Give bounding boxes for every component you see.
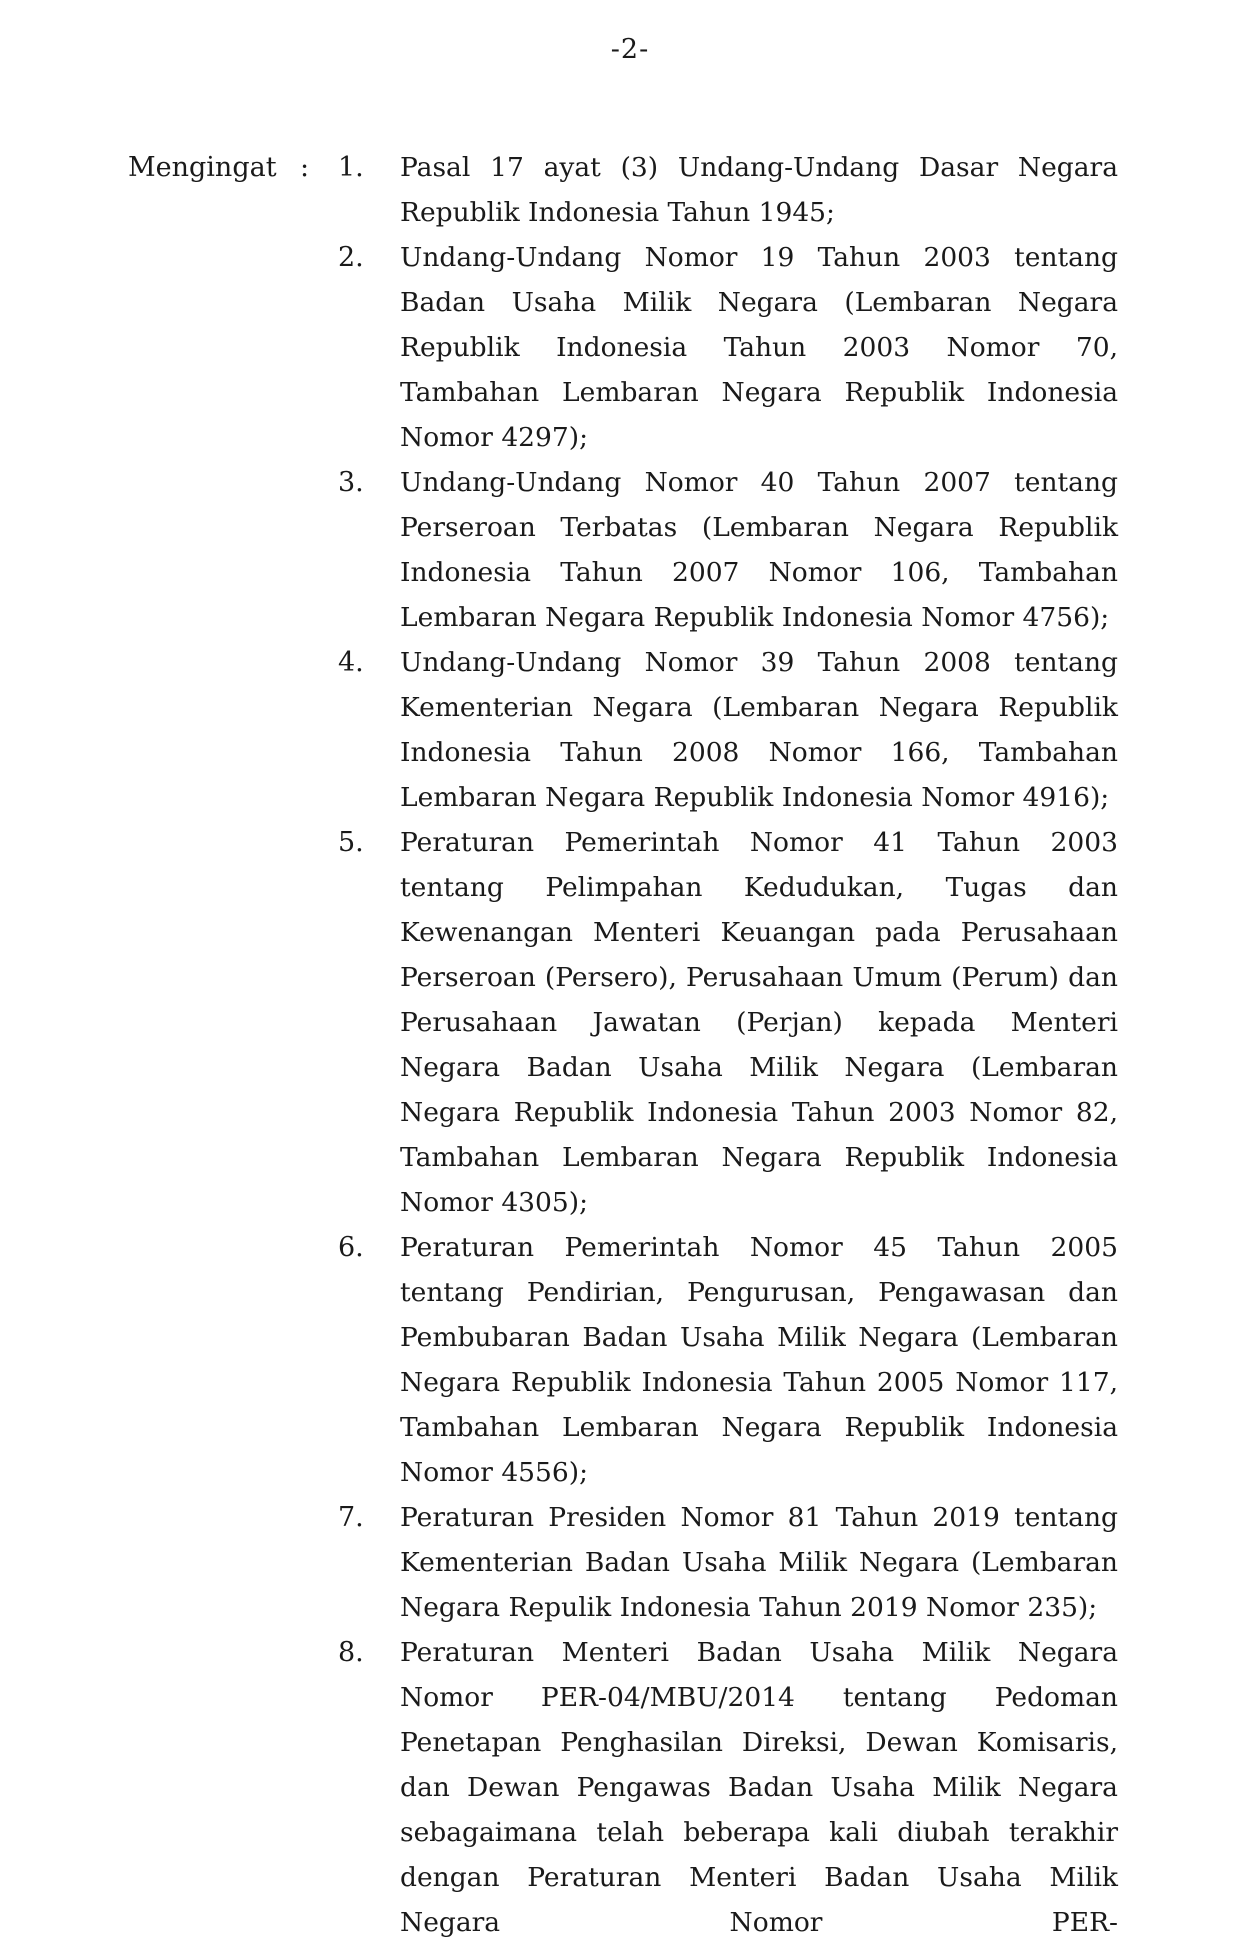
item-text: Peraturan Presiden Nomor 81 Tahun 2019 tentang Kementerian Badan Usaha Milik Negara (Lembaran Negara Repulik Indonesia Tahun 2019 Nomor 235); <box>400 1502 1118 1623</box>
item-text: Undang-Undang Nomor 39 Tahun 2008 tentang Kementerian Negara (Lembaran Negara Republik Indonesia Tahun 2008 Nomor 166, Tambahan Lembaran Negara Republik Indonesia Nomor 4916); <box>400 647 1118 813</box>
list-item <box>0 145 1260 235</box>
item-text: Pasal 17 ayat (3) Undang-Undang Dasar Negara Republik Indonesia Tahun 1945; <box>400 152 1118 228</box>
item-text: Undang-Undang Nomor 40 Tahun 2007 tentang Perseroan Terbatas (Lembaran Negara Republik Indonesia Tahun 2007 Nomor 106, Tambahan Lembaran Negara Republik Indonesia Nomor 4756); <box>400 467 1118 633</box>
item-number: 5. <box>338 827 364 858</box>
item-text: Peraturan Menteri Badan Usaha Milik Negara Nomor PER-04/MBU/2014 tentang Pedoman Penetapan Penghasilan Direksi, Dewan Komisaris, dan Dewan Pengawas Badan Usaha Milik Negara sebagaimana telah beberapa kali diubah terakhir dengan Peraturan Menteri Badan Usaha Milik Negara Nomor PER- <box>400 1637 1118 1938</box>
item-text: Peraturan Pemerintah Nomor 41 Tahun 2003 tentang Pelimpahan Kedudukan, Tugas dan Kewenangan Menteri Keuangan pada Perusahaan Perseroan (Persero), Perusahaan Umum (Perum) dan Perusahaan Jawatan (Perjan) kepada Menteri Negara Badan Usaha Milik Negara (Lembaran Negara Republik Indonesia Tahun 2003 Nomor 82, Tambahan Lembaran Negara Republik Indonesia Nomor 4305); <box>400 827 1118 1218</box>
list-item <box>0 235 1260 460</box>
list-item <box>0 820 1260 1225</box>
page-number: -2- <box>610 34 650 65</box>
item-number: 3. <box>338 467 364 498</box>
section-label: Mengingat <box>128 152 277 183</box>
list-item <box>0 640 1260 820</box>
item-number: 7. <box>338 1502 364 1533</box>
legal-basis-list <box>0 145 1260 1945</box>
item-number: 4. <box>338 647 364 678</box>
item-text: Undang-Undang Nomor 19 Tahun 2003 tentang Badan Usaha Milik Negara (Lembaran Negara Republik Indonesia Tahun 2003 Nomor 70, Tambahan Lembaran Negara Republik Indonesia Nomor 4297); <box>400 242 1118 453</box>
item-number: 1. <box>338 152 364 183</box>
item-text: Peraturan Pemerintah Nomor 45 Tahun 2005 tentang Pendirian, Pengurusan, Pengawasan dan Pembubaran Badan Usaha Milik Negara (Lembaran Negara Republik Indonesia Tahun 2005 Nomor 117, Tambahan Lembaran Negara Republik Indonesia Nomor 4556); <box>400 1232 1118 1488</box>
item-number: 6. <box>338 1232 364 1263</box>
item-number: 8. <box>338 1637 364 1668</box>
list-item <box>0 1630 1260 1945</box>
list-item <box>0 1225 1260 1495</box>
section-colon: : <box>300 152 310 183</box>
list-item <box>0 1495 1260 1630</box>
item-number: 2. <box>338 242 364 273</box>
list-item <box>0 460 1260 640</box>
